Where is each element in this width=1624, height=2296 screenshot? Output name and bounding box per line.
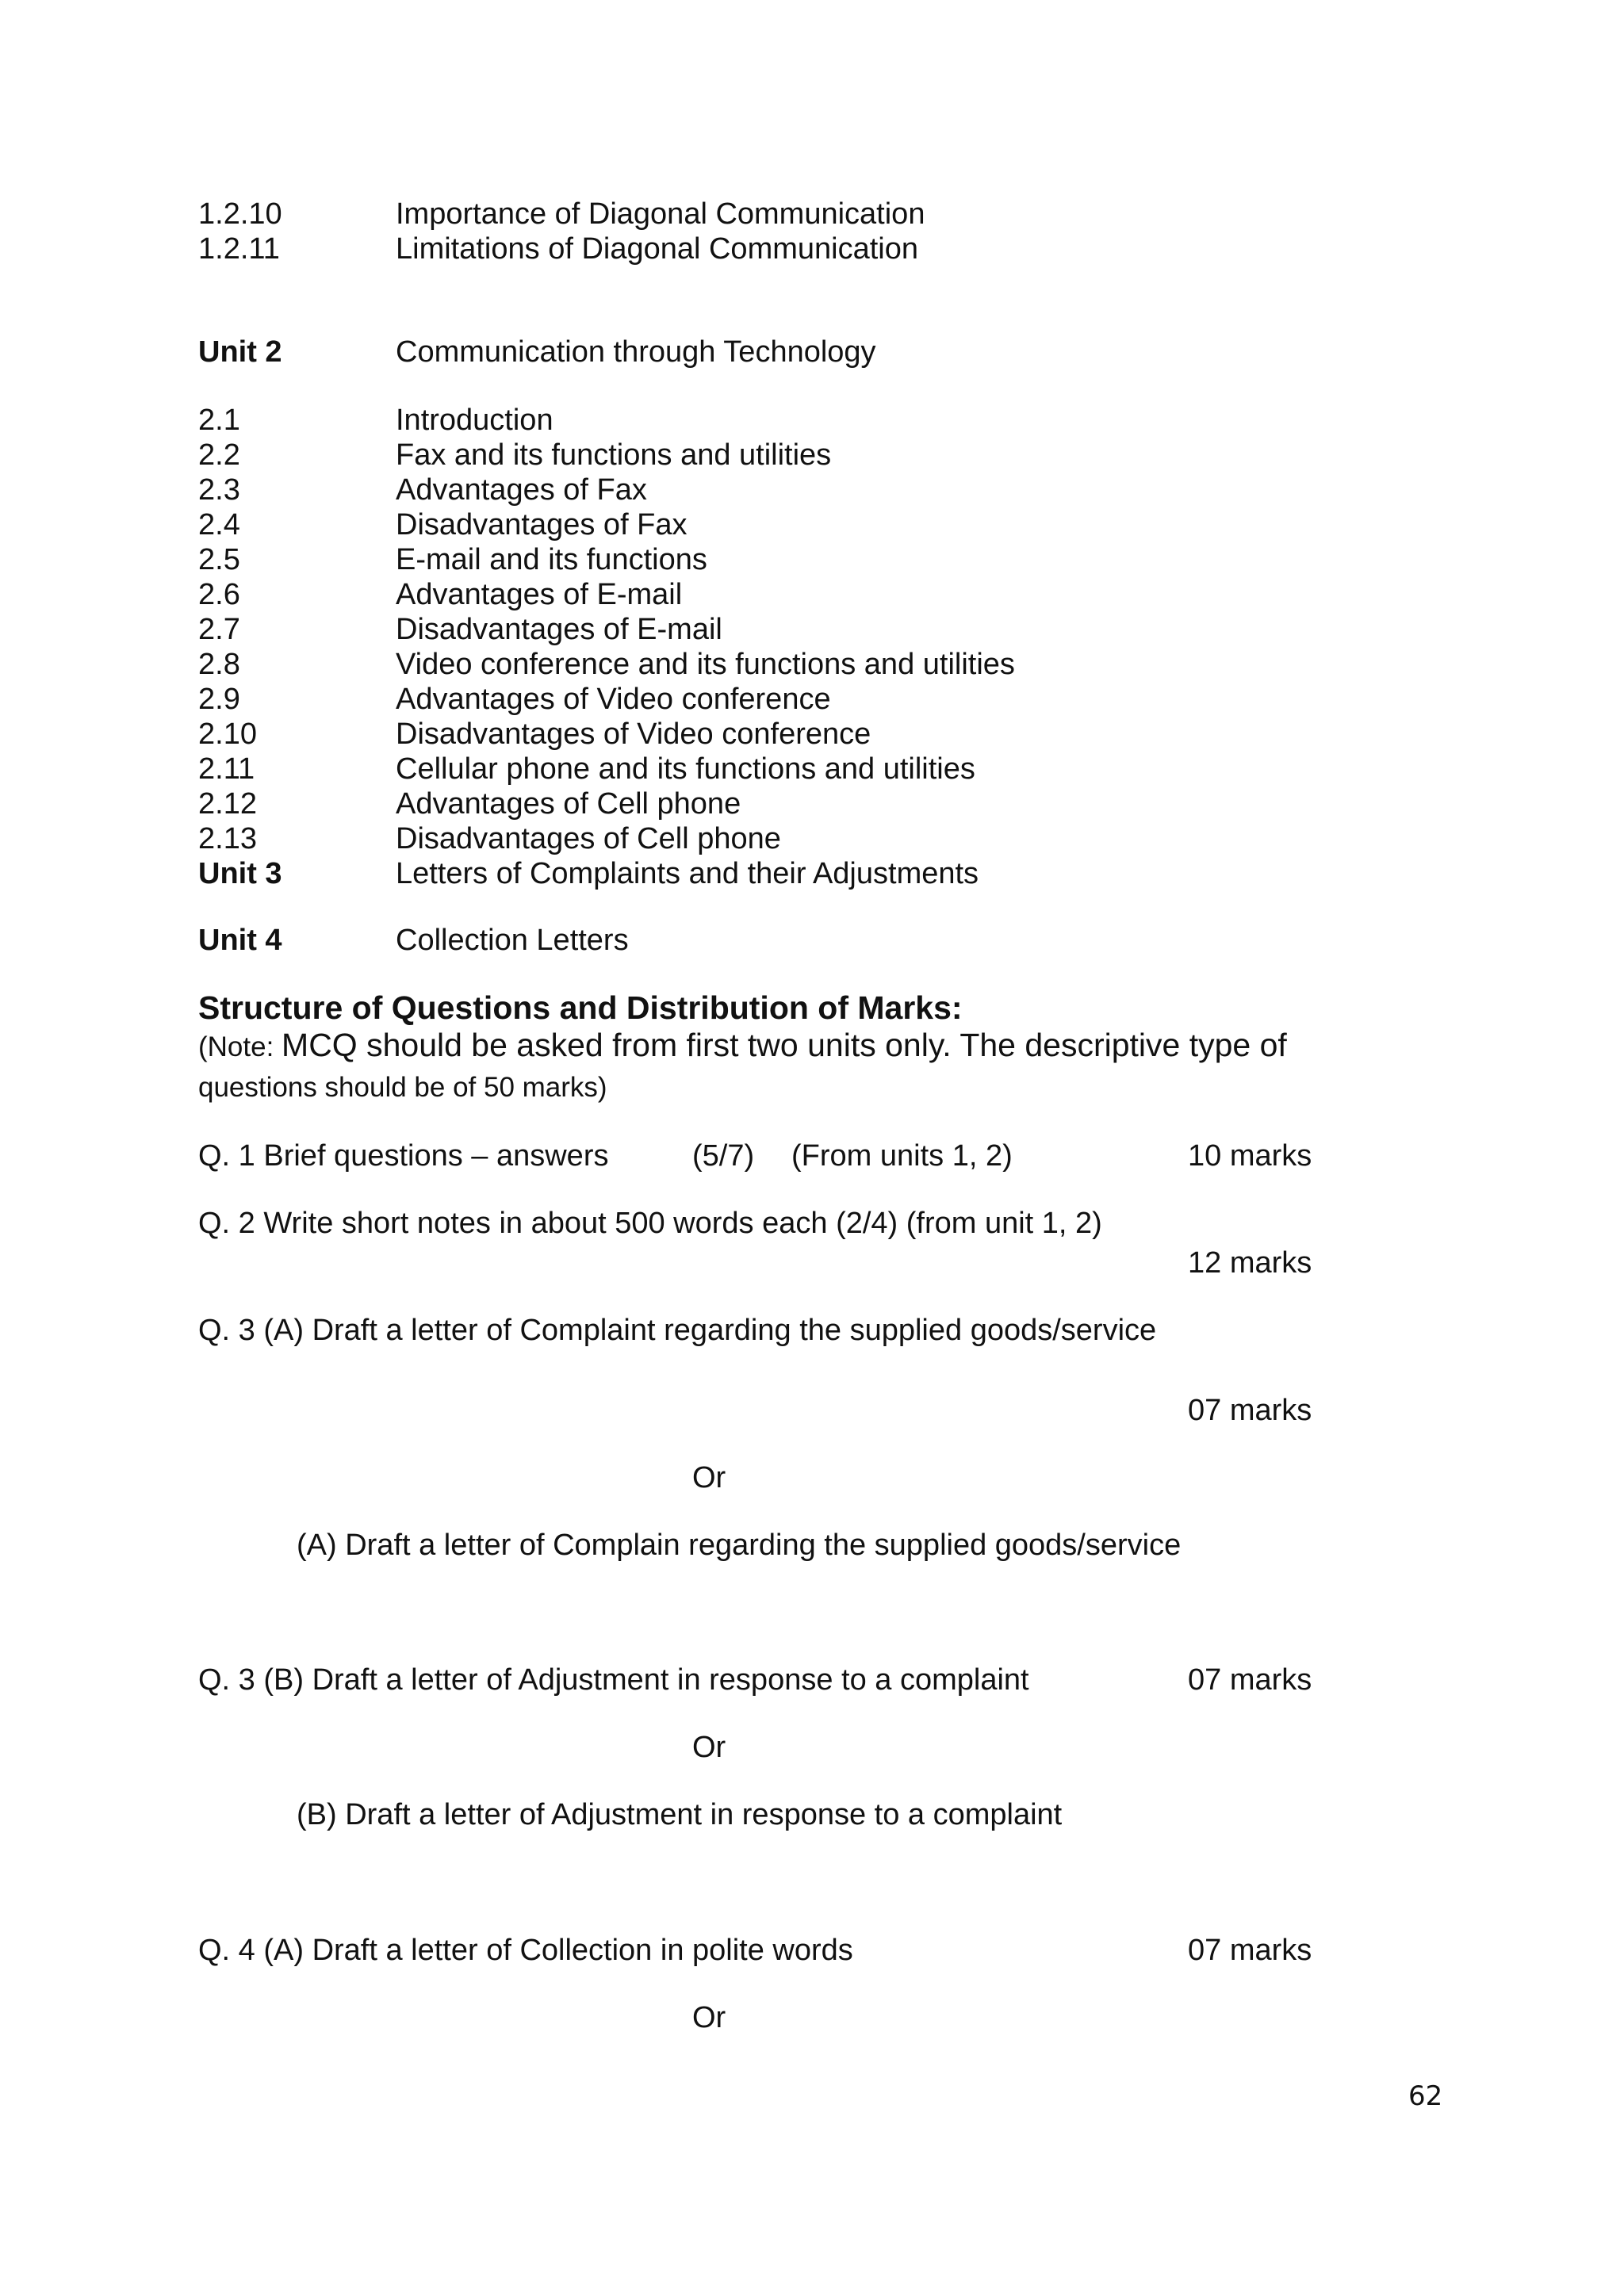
q3a-marks: 07 marks bbox=[1188, 1394, 1312, 1427]
page-number: 62 bbox=[1408, 2080, 1443, 2112]
q1-choice: (5/7) bbox=[692, 1139, 755, 1173]
item-text: Advantages of Cell phone bbox=[396, 787, 741, 821]
item-text: Disadvantages of Cell phone bbox=[396, 822, 781, 855]
item-text: Limitations of Diagonal Communication bbox=[396, 232, 918, 266]
item-number: 2.2 bbox=[198, 438, 240, 472]
q3a-or: Or bbox=[692, 1461, 726, 1494]
q2-marks: 12 marks bbox=[1188, 1246, 1312, 1280]
item-text: Disadvantages of Fax bbox=[396, 508, 688, 541]
item-number: 2.9 bbox=[198, 683, 240, 716]
item-text: Disadvantages of Video conference bbox=[396, 718, 871, 751]
q1-marks: 10 marks bbox=[1188, 1139, 1312, 1173]
unit-3-label: Unit 3 bbox=[198, 857, 282, 890]
item-text: Advantages of Video conference bbox=[396, 683, 831, 716]
unit-3-title: Letters of Complaints and their Adjustments bbox=[396, 857, 979, 890]
unit-2-label: Unit 2 bbox=[198, 335, 282, 369]
q2-text: Q. 2 Write short notes in about 500 words each (2/4) (from unit 1, 2) bbox=[198, 1207, 1102, 1240]
item-number: 2.6 bbox=[198, 578, 240, 611]
item-text: E-mail and its functions bbox=[396, 543, 707, 576]
item-number: 2.13 bbox=[198, 822, 257, 855]
unit-4-title: Collection Letters bbox=[396, 924, 629, 957]
q3b-marks: 07 marks bbox=[1188, 1663, 1312, 1697]
unit-2-title: Communication through Technology bbox=[396, 335, 876, 369]
item-number: 2.10 bbox=[198, 718, 257, 751]
item-number: 2.1 bbox=[198, 404, 240, 437]
item-text: Importance of Diagonal Communication bbox=[396, 197, 925, 231]
item-text: Advantages of E-mail bbox=[396, 578, 683, 611]
item-number: 1.2.11 bbox=[198, 232, 280, 266]
unit-4-label: Unit 4 bbox=[198, 924, 282, 957]
item-text: Cellular phone and its functions and utilities bbox=[396, 752, 975, 786]
q4a-marks: 07 marks bbox=[1188, 1934, 1312, 1967]
item-number: 2.7 bbox=[198, 613, 240, 646]
q4a-or: Or bbox=[692, 2001, 726, 2034]
item-text: Video conference and its functions and utilities bbox=[396, 648, 1015, 681]
q1-text: Q. 1 Brief questions – answers bbox=[198, 1139, 609, 1173]
item-number: 1.2.10 bbox=[198, 197, 282, 231]
item-number: 2.12 bbox=[198, 787, 257, 821]
item-text: Fax and its functions and utilities bbox=[396, 438, 832, 472]
item-number: 2.3 bbox=[198, 473, 240, 507]
q3a-alt: (A) Draft a letter of Complain regarding the supplied goods/service bbox=[297, 1529, 1182, 1562]
q1-units: (From units 1, 2) bbox=[791, 1139, 1013, 1173]
item-text: Disadvantages of E-mail bbox=[396, 613, 722, 646]
item-number: 2.4 bbox=[198, 508, 240, 541]
structure-heading: Structure of Questions and Distribution of Marks: bbox=[198, 989, 963, 1026]
q4a-text: Q. 4 (A) Draft a letter of Collection in polite words bbox=[198, 1934, 853, 1967]
q3b-text: Q. 3 (B) Draft a letter of Adjustment in response to a complaint bbox=[198, 1663, 1029, 1697]
note-line-1 bbox=[198, 1027, 1287, 1065]
q3b-alt: (B) Draft a letter of Adjustment in response to a complaint bbox=[297, 1798, 1063, 1831]
item-number: 2.11 bbox=[198, 752, 255, 786]
note-main: MCQ should be asked from first two units only. The descriptive type of bbox=[282, 1027, 1287, 1063]
item-number: 2.5 bbox=[198, 543, 240, 576]
item-number: 2.8 bbox=[198, 648, 240, 681]
item-text: Introduction bbox=[396, 404, 553, 437]
item-text: Advantages of Fax bbox=[396, 473, 647, 507]
note-line-2: questions should be of 50 marks) bbox=[198, 1072, 607, 1103]
q3a-text: Q. 3 (A) Draft a letter of Complaint regarding the supplied goods/service bbox=[198, 1314, 1157, 1347]
q3b-or: Or bbox=[692, 1731, 726, 1764]
note-prefix: (Note: bbox=[198, 1031, 282, 1062]
